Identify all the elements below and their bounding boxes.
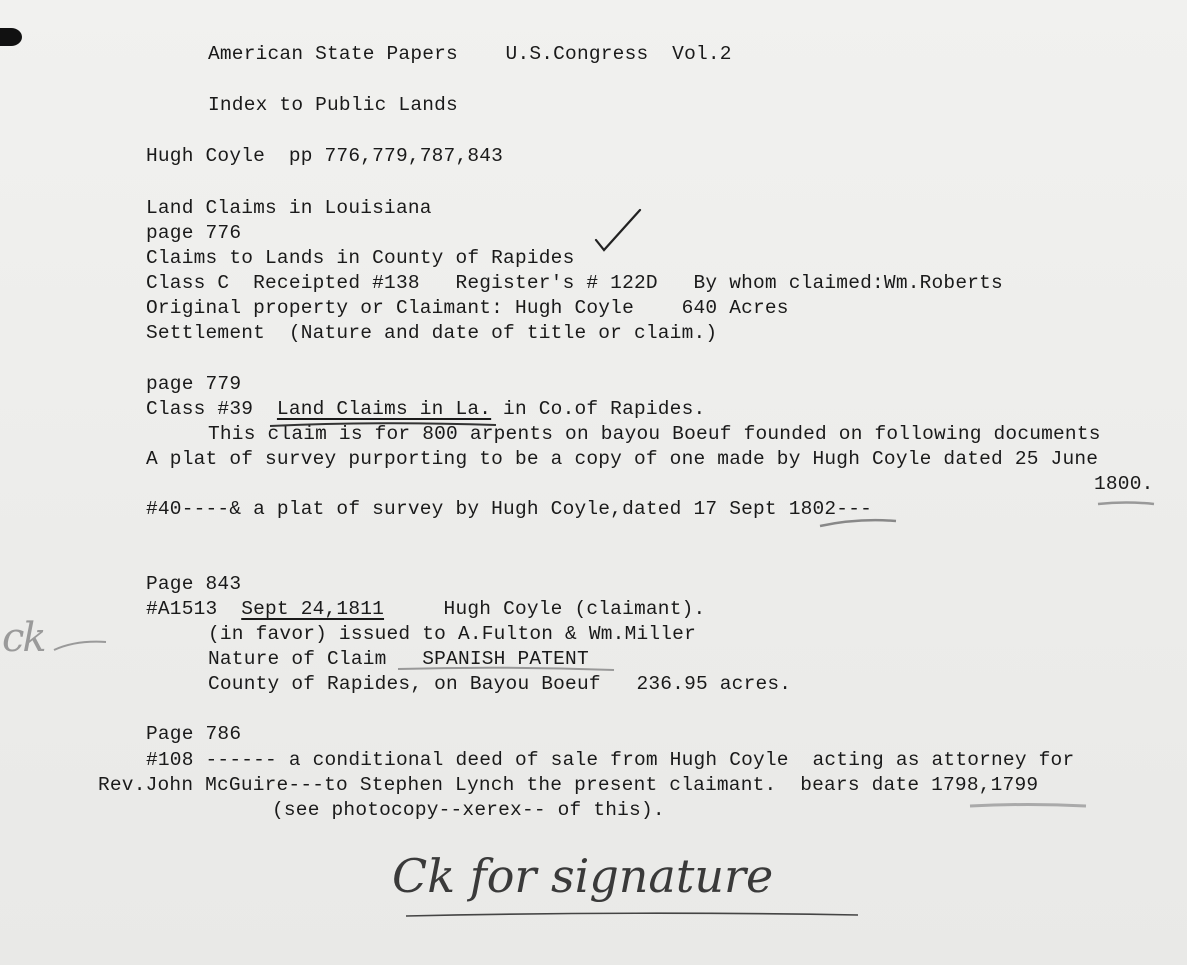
section-776-original: Original property or Claimant: Hugh Coyle 640 Acres [146,297,789,319]
section-843-page: Page 843 [146,573,242,595]
section-843-nature-value: SPANISH PATENT [422,648,589,670]
section-843-county: County of Rapides, on Bayou Boeuf 236.95 acres. [208,673,792,695]
section-779-year: 1800. [1094,473,1154,495]
punch-hole [0,28,22,46]
checkmark-icon [594,206,644,254]
section-776-settlement: Settlement (Nature and date of title or claim.) [146,322,718,344]
index-title: Index to Public Lands [208,94,458,116]
section-843-item-prefix: #A1513 [146,598,242,620]
section-843-favor: (in favor) issued to A.Fulton & Wm.Miller [208,623,696,645]
signature-note: Ck for signature [392,849,774,903]
section-779-plat: A plat of survey purporting to be a copy of one made by Hugh Coyle dated 25 June [146,448,1099,470]
pencil-mark [1096,498,1156,508]
section-786-rev: Rev.John McGuire---to Stephen Lynch the present claimant. bears date 1798,1799 [98,774,1039,796]
section-776-class: Class C Receipted #138 Register's # 122D By whom claimed:Wm.Roberts [146,272,1003,294]
section-786-item: #108 ------ a conditional deed of sale from Hugh Coyle acting as attorney for [146,749,1075,771]
pencil-mark [52,634,108,656]
section-843-nature [208,647,589,671]
section-779-page: page 779 [146,373,242,395]
series-line: American State Papers U.S.Congress Vol.2 [208,43,732,65]
section-843-item [146,597,705,621]
section-843-item-date: Sept 24,1811 [241,598,385,620]
section-843-item-suffix: Hugh Coyle (claimant). [384,598,706,620]
section-779-claim: This claim is for 800 arpents on bayou Boeuf founded on following documents [208,423,1101,445]
section-776-page: page 776 [146,222,242,244]
margin-note: ck [2,615,45,661]
section-779-item40: #40----& a plat of survey by Hugh Coyle,dated 17 Sept 1802--- [146,498,873,520]
section-779-class-suffix: in Co.of Rapides. [491,398,706,420]
signature-underline [404,908,860,922]
person-line: Hugh Coyle pp 776,779,787,843 [146,145,504,167]
section-786-photocopy: (see photocopy--xerex-- of this). [272,799,665,821]
section-786-page: Page 786 [146,723,242,745]
section-776-claims: Claims to Lands in County of Rapides [146,247,575,269]
pencil-mark [968,800,1088,812]
section-779-class [146,397,705,421]
section-843-nature-prefix: Nature of Claim [208,648,423,670]
section-779-class-underlined: Land Claims in La. [276,398,492,420]
section-776-title: Land Claims in Louisiana [146,197,432,219]
section-779-class-prefix: Class #39 [146,398,277,420]
